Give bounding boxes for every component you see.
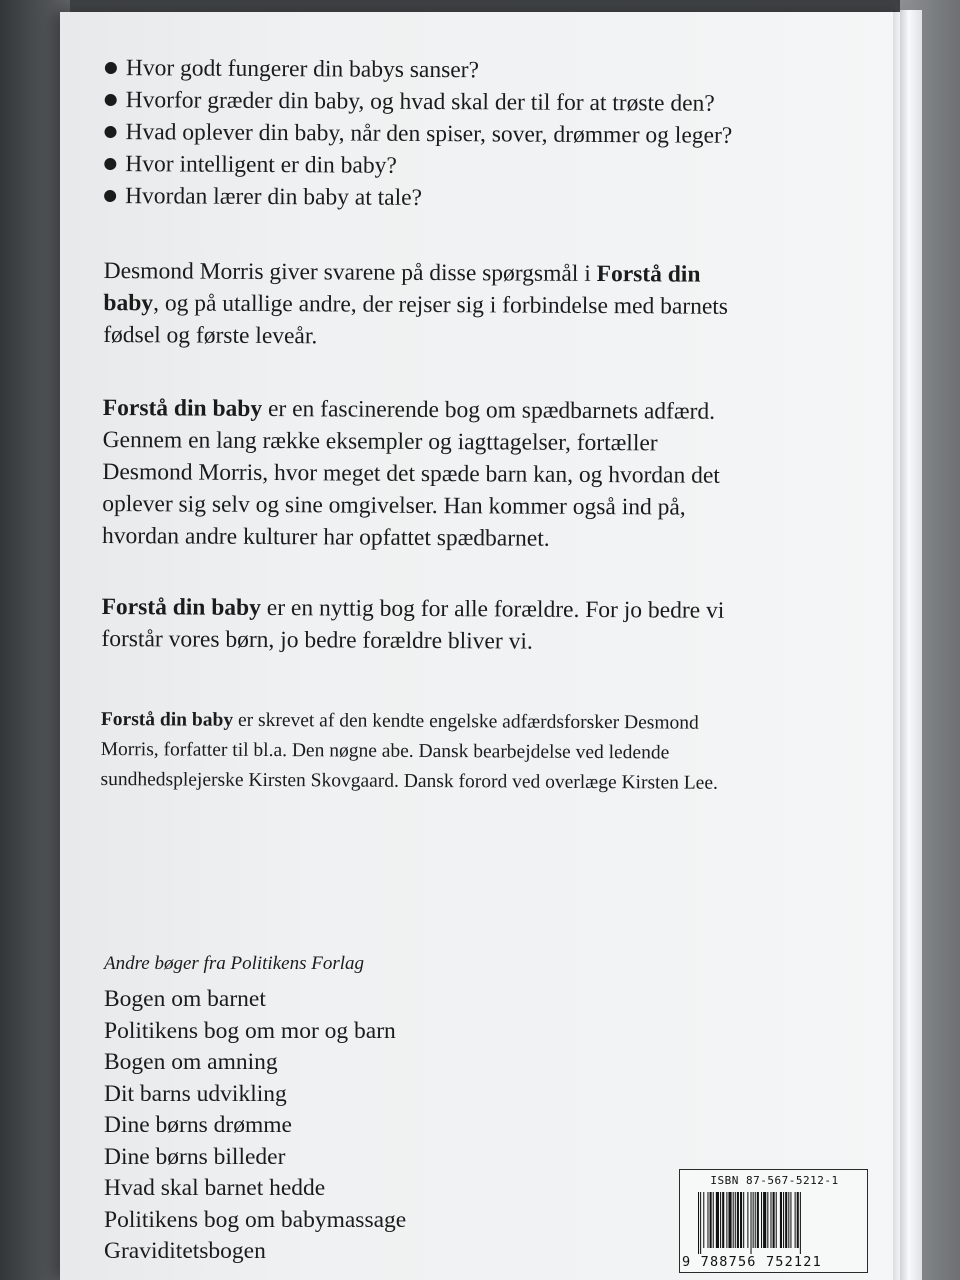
barcode-bar <box>726 1192 727 1248</box>
closing-paragraph <box>101 591 871 660</box>
paragraph-line <box>103 392 873 429</box>
question-item <box>104 180 874 217</box>
cover-text-block <box>100 52 875 800</box>
paragraph-line <box>104 255 874 292</box>
question-text: Hvor intelligent er din baby? <box>125 151 397 179</box>
question-item <box>105 84 875 121</box>
barcode-bar <box>753 1192 754 1248</box>
paragraph-line: fødsel og første leveår. <box>103 321 318 350</box>
paragraph-line <box>101 705 871 740</box>
question-item <box>105 52 875 89</box>
barcode-bar <box>767 1192 768 1248</box>
paragraph-line: forstår vores børn, jo bedre forældre bliver vi. <box>101 625 533 655</box>
isbn-number: ISBN 87-567-5212-1 <box>710 1174 839 1187</box>
book-title-item: Dit barns udvikling <box>104 1080 287 1107</box>
barcode-bar <box>773 1192 775 1248</box>
paragraph-line <box>103 287 873 324</box>
cover-edge-shadow <box>893 10 901 1280</box>
text-run: , og på utallige andre, der rejser sig i forbindelse med barnets <box>153 290 729 320</box>
text-run: er skrevet af den kendte engelske adfærdsforsker Desmond <box>233 709 699 734</box>
question-text: Hvor godt fungerer din babys sanser? <box>125 55 480 84</box>
book-title-bold: baby <box>103 289 154 317</box>
barcode-bar <box>776 1192 777 1248</box>
bullet-icon <box>104 126 116 138</box>
book-title-item: Bogen om barnet <box>104 986 266 1012</box>
other-books-heading: Andre bøger fra Politikens Forlag <box>104 953 364 974</box>
other-books-list <box>104 984 664 1268</box>
question-text: Hvorfor græder din baby, og hvad skal der til for at trøste den? <box>125 87 715 117</box>
text-run: er en nyttig bog for alle forældre. For jo bedre vi <box>260 594 725 624</box>
book-title-item: Politikens bog om mor og barn <box>104 1017 396 1044</box>
paragraph-line: hvordan andre kulturer har opfattet spædbarnet. <box>101 522 550 552</box>
barcode-bar <box>713 1192 714 1248</box>
barcode-bar <box>770 1192 771 1248</box>
barcode-bar <box>728 1192 731 1248</box>
barcode-bar <box>783 1192 784 1248</box>
barcode-icon <box>696 1192 856 1254</box>
paragraph-line: Desmond Morris, hvor meget det spæde barn kan, og hvordan det <box>102 458 720 489</box>
barcode-bar <box>710 1192 712 1248</box>
book-title-bold: Forstå din baby <box>102 394 263 422</box>
barcode-bar <box>761 1192 762 1248</box>
barcode-bar <box>733 1192 734 1248</box>
barcode-bar <box>788 1192 789 1248</box>
book-title-bold: Forstå din <box>596 261 701 288</box>
description-paragraph <box>102 392 873 557</box>
barcode-bar <box>698 1192 699 1254</box>
question-text: Hvordan lærer din baby at tale? <box>125 183 423 211</box>
barcode-bar <box>735 1192 736 1248</box>
question-item <box>104 116 874 153</box>
barcode-bar <box>790 1192 791 1248</box>
isbn-barcode-box <box>679 1169 868 1273</box>
question-text: Hvad oplever din baby, når den spiser, sover, drømmer og leger? <box>125 119 733 149</box>
book-title-item: Dine børns billeder <box>104 1143 286 1170</box>
barcode-bar <box>785 1192 787 1248</box>
book-title-item: Graviditetsbogen <box>104 1238 266 1264</box>
barcode-bar <box>747 1192 748 1248</box>
barcode-bar <box>740 1192 742 1248</box>
barcode-bar <box>795 1192 796 1248</box>
bullet-icon <box>104 158 116 170</box>
barcode-bar <box>800 1192 801 1254</box>
barcode-bar <box>700 1192 701 1254</box>
text-run: er en fascinerende bog om spædbarnets adfærd. <box>262 395 716 425</box>
other-books-section <box>104 950 664 1268</box>
barcode-bar <box>743 1192 744 1248</box>
barcode-bar <box>757 1192 759 1248</box>
barcode-bar <box>797 1192 799 1248</box>
barcode-bar <box>722 1192 724 1248</box>
bullet-icon <box>105 94 117 106</box>
book-title-bold: Forstå din baby <box>100 708 234 731</box>
paragraph-line: Morris, forfatter til bl.a. Den nøgne abe. Dansk bearbejdelse ved ledende <box>100 738 670 764</box>
book-title-item: Hvad skal barnet hedde <box>104 1175 326 1201</box>
paragraph-line: oplever sig selv og sine omgivelser. Han kommer også ind på, <box>102 490 686 521</box>
book-title-bold: Forstå din baby <box>101 593 262 621</box>
author-paragraph <box>100 705 871 800</box>
book-title-item: Politikens bog om babymassage <box>104 1206 407 1233</box>
barcode-bar <box>720 1192 721 1248</box>
bullet-icon <box>104 190 116 202</box>
question-item <box>104 148 874 185</box>
book-spine-edge <box>900 10 922 1280</box>
barcode-bar <box>755 1192 756 1248</box>
text-run: Desmond Morris giver svarene på disse spørgsmål i <box>103 257 597 288</box>
book-title-item: Bogen om amning <box>104 1049 278 1075</box>
question-list <box>104 52 875 217</box>
intro-paragraph <box>103 255 874 356</box>
barcode-bar <box>763 1192 766 1248</box>
barcode-bar <box>737 1192 739 1248</box>
ean-digits: 9 788756 752121 <box>682 1254 822 1270</box>
barcode-bar <box>716 1192 719 1248</box>
barcode-bar <box>707 1192 708 1248</box>
barcode-bar <box>780 1192 782 1248</box>
book-title-item: Dine børns drømme <box>104 1112 292 1138</box>
bullet-icon <box>105 62 117 74</box>
barcode-bar <box>751 1192 752 1254</box>
paragraph-line: sundhedsplejerske Kirsten Skovgaard. Dansk forord ved overlæge Kirsten Lee. <box>100 768 718 794</box>
paragraph-line: Gennem en lang række eksempler og iagttagelser, fortæller <box>102 426 658 457</box>
barcode-bar <box>703 1192 704 1248</box>
paragraph-line <box>102 591 872 628</box>
